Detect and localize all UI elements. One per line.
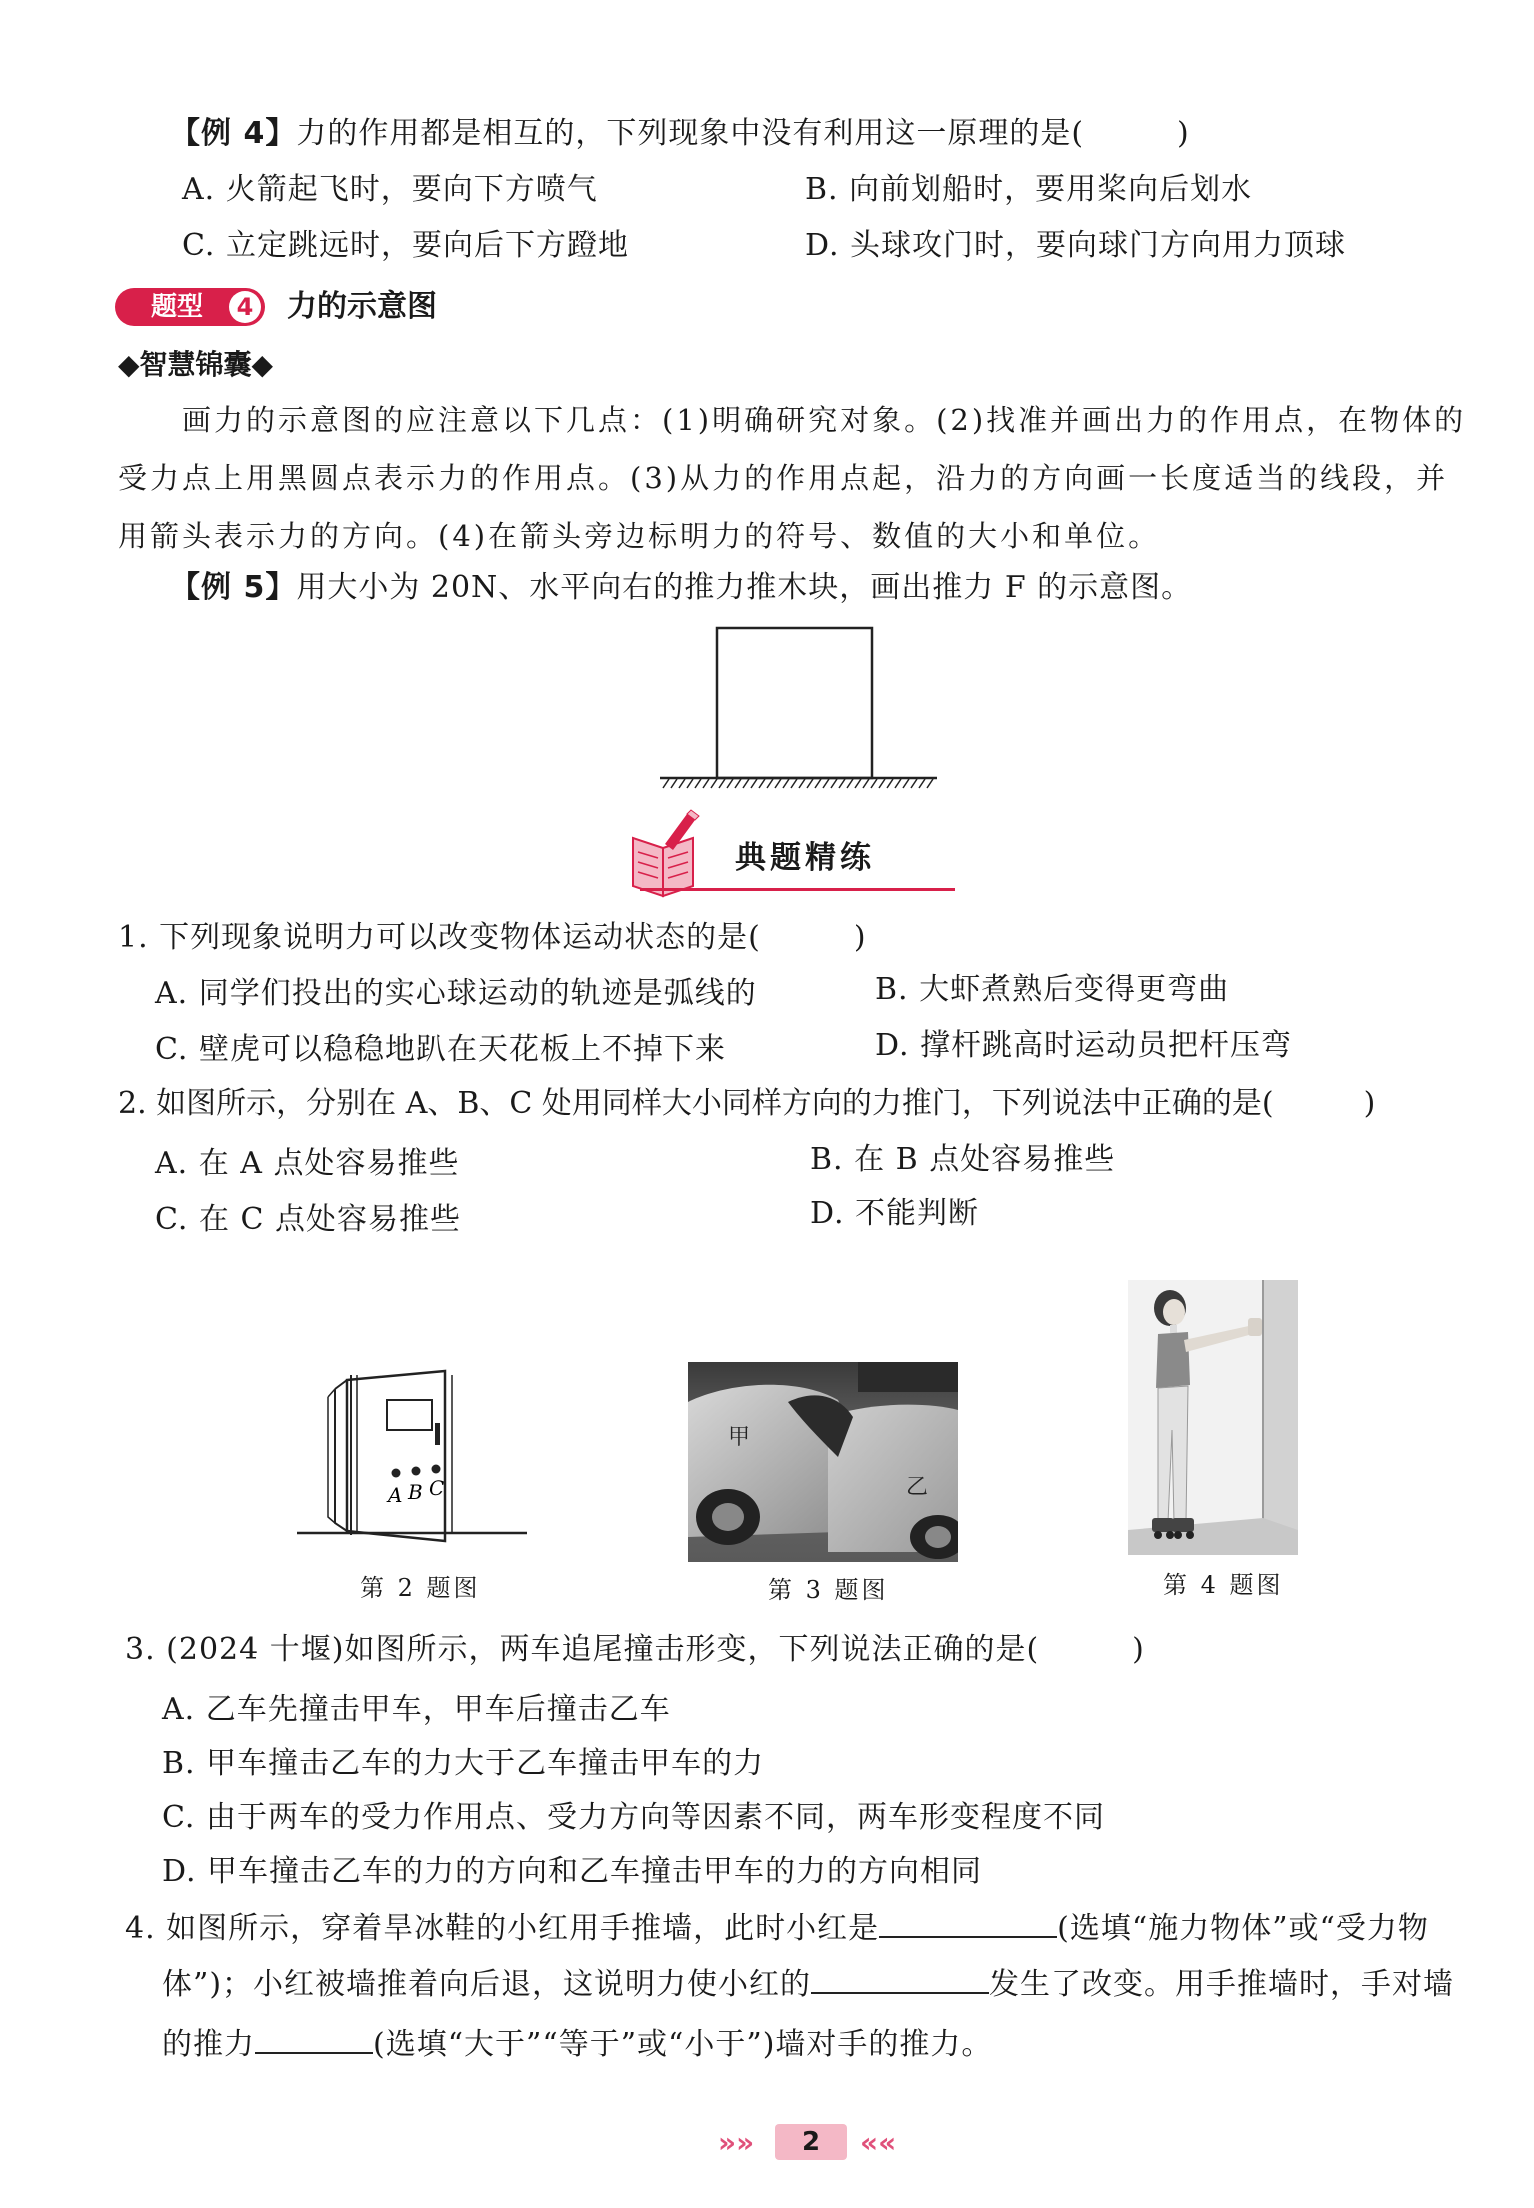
q4-text-1a: 4. 如图所示，穿着旱冰鞋的小红用手推墙，此时小红是 xyxy=(125,1911,880,1946)
block-figure xyxy=(655,622,945,797)
example-4-stem xyxy=(170,114,1190,154)
example-5-stem xyxy=(170,568,1192,608)
q2-option-d: D. 不能判断 xyxy=(810,1196,980,1231)
q1-option-d: D. 撑杆跳高时运动员把杆压弯 xyxy=(875,1028,1293,1063)
door-frame xyxy=(335,1380,347,1531)
q2-option-b: B. 在 B 点处容易推些 xyxy=(810,1142,1116,1177)
q2-option-c: C. 在 C 点处容易推些 xyxy=(155,1202,461,1237)
door-leaf xyxy=(347,1371,445,1541)
q4-blank-3[interactable] xyxy=(255,2022,373,2054)
type-badge-label: 题型 xyxy=(151,292,204,322)
q4-text-1b: (选填“施力物体”或“受力物 xyxy=(1057,1911,1429,1946)
q4-text-3b: (选填“大于”“等于”或“小于”)墙对手的推力。 xyxy=(373,2027,993,2062)
door-figure xyxy=(295,1365,530,1545)
section-title: 典题精练 xyxy=(735,840,875,876)
example-4-option-d: D. 头球攻门时，要向球门方向用力顶球 xyxy=(805,228,1347,263)
q3-stem: 3. (2024 十堰)如图所示，两车追尾撞击形变，下列说法正确的是( ) xyxy=(125,1632,1145,1667)
page-number: 2 xyxy=(775,2124,847,2160)
example-4-option-c: C. 立定跳远时，要向后下方蹬地 xyxy=(182,228,629,263)
q3-option-d: D. 甲车撞击乙车的力的方向和乙车撞击甲车的力的方向相同 xyxy=(162,1854,983,1889)
figure-3-caption: 第 3 题图 xyxy=(768,1576,889,1604)
point-c-dot xyxy=(432,1465,441,1474)
type-title: 力的示意图 xyxy=(287,289,437,324)
skate-right xyxy=(1172,1518,1194,1532)
q4-line-1 xyxy=(125,1906,1429,1949)
car-label-jia: 甲 xyxy=(728,1425,751,1450)
example-tag: 【例 5】 xyxy=(170,570,297,605)
point-c-label: C xyxy=(429,1476,445,1500)
q3-option-a: A. 乙车先撞击甲车，甲车后撞击乙车 xyxy=(162,1692,671,1727)
ground-hatch xyxy=(663,779,933,788)
point-a-dot xyxy=(392,1469,401,1478)
point-b-dot xyxy=(412,1467,421,1476)
point-b-label: B xyxy=(408,1480,423,1504)
q4-text-3a: 的推力 xyxy=(162,2027,255,2062)
q3-option-c: C. 由于两车的受力作用点、受力方向等因素不同，两车形变程度不同 xyxy=(162,1800,1105,1835)
example-4-option-a: A. 火箭起飞时，要向下方喷气 xyxy=(182,172,598,207)
q1-stem: 1. 下列现象说明力可以改变物体运动状态的是( ) xyxy=(118,920,867,955)
door-handle xyxy=(435,1423,440,1445)
q4-blank-1[interactable] xyxy=(879,1906,1057,1938)
wisdom-line-3: 用箭头表示力的方向。(4)在箭头旁边标明力的符号、数值的大小和单位。 xyxy=(118,519,1161,553)
wall xyxy=(1263,1280,1298,1555)
q4-line-2 xyxy=(162,1962,1454,2005)
wisdom-title: ◆智慧锦囊◆ xyxy=(118,348,274,381)
section-title-underline xyxy=(640,888,955,891)
q4-text-2a: 体”)；小红被墙推着向后退，这说明力使小红的 xyxy=(162,1967,812,2002)
q4-line-3 xyxy=(162,2022,992,2065)
q1-option-b: B. 大虾煮熟后变得更弯曲 xyxy=(875,972,1230,1007)
example-5-text: 用大小为 20N、水平向右的推力推木块，画出推力 F 的示意图。 xyxy=(296,570,1193,605)
example-tag: 【例 4】 xyxy=(170,116,297,151)
book-pencil-icon xyxy=(625,808,705,900)
page-number-right-arrows: «« xyxy=(860,2126,897,2159)
girl-pushing-wall-photo xyxy=(1128,1280,1298,1555)
q2-stem: 2. 如图所示，分别在 A、B、C 处用同样大小同样方向的力推门，下列说法中正确的是( ) xyxy=(118,1086,1376,1121)
figure-4-caption: 第 4 题图 xyxy=(1163,1571,1284,1599)
q4-text-2b: 发生了改变。用手推墙时，手对墙 xyxy=(989,1967,1455,2002)
wisdom-line-1: 画力的示意图的应注意以下几点：(1)明确研究对象。(2)找准并画出力的作用点，在物体的 xyxy=(182,403,1467,437)
page-number-left-arrows: »» xyxy=(718,2126,755,2159)
wisdom-line-2: 受力点上用黑圆点表示力的作用点。(3)从力的作用点起，沿力的方向画一长度适当的线段，并 xyxy=(118,461,1449,495)
car-label-yi: 乙 xyxy=(906,1475,929,1500)
figure-2-caption: 第 2 题图 xyxy=(360,1574,481,1602)
car-crash-photo xyxy=(688,1362,958,1562)
skate-left xyxy=(1152,1518,1174,1532)
example-4-option-b: B. 向前划船时，要用桨向后划水 xyxy=(805,172,1253,207)
point-a-label: A xyxy=(388,1483,403,1507)
type-badge xyxy=(115,288,265,326)
q3-option-b: B. 甲车撞击乙车的力大于乙车撞击甲车的力 xyxy=(162,1746,765,1781)
q1-option-a: A. 同学们投出的实心球运动的轨迹是弧线的 xyxy=(155,976,757,1011)
q4-blank-2[interactable] xyxy=(811,1962,989,1994)
q1-option-c: C. 壁虎可以稳稳地趴在天花板上不掉下来 xyxy=(155,1032,726,1067)
example-4-text: 力的作用都是相互的，下列现象中没有利用这一原理的是( ) xyxy=(296,116,1190,151)
type-badge-number: 4 xyxy=(229,291,261,323)
wood-block xyxy=(717,628,872,778)
q2-option-a: A. 在 A 点处容易推些 xyxy=(155,1146,460,1181)
